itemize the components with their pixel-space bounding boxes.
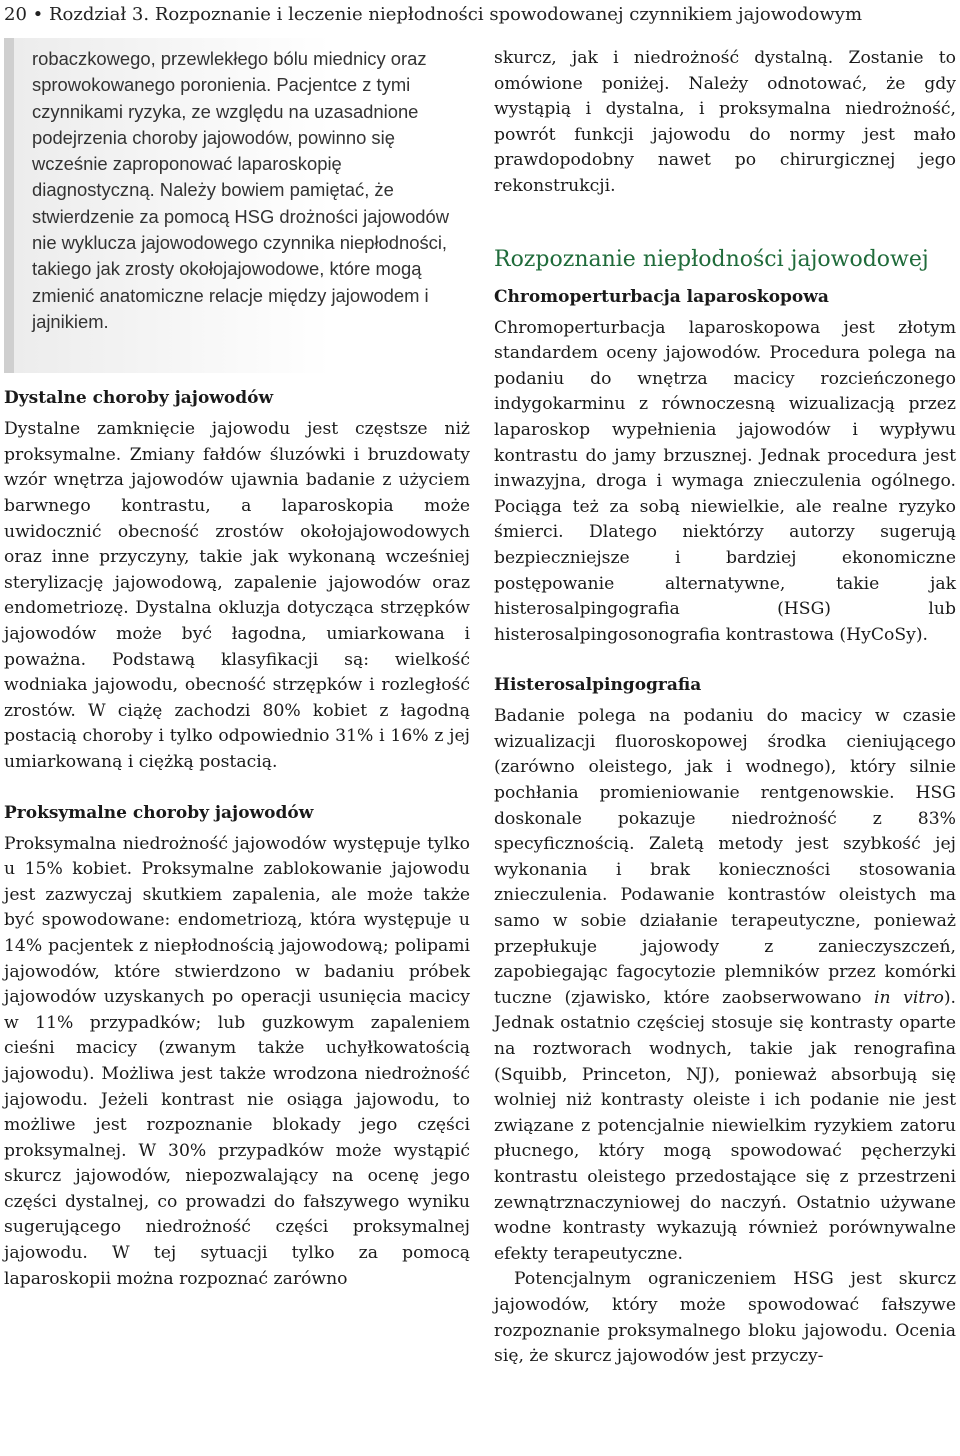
left-column (4, 46, 470, 1318)
right-column (494, 46, 956, 1396)
hsg-paragraph (494, 704, 956, 1267)
hsg-italic: in vitro (874, 987, 944, 1008)
hsg-text-b: ). Jednak ostatnio częściej stosuje się kontrasty oparte na roztworach wodnych, takie jak renografina (Squibb, Princeton, NJ), ponieważ absorbują się wolniej niż kontrasty oleiste i ich podanie nie jest związane z potencjalnie niewielkim ryzykiem zatoru płucnego, który mogą spowodować pęcherzyki kontrastu oleistego przedostające się z przestrzeni zewnątrznaczyniowej do naczyń. Ostatnio używane wodne kontrasty wykazują również porównywalne efekty terapeutyczne. (494, 987, 956, 1264)
header-separator: • (32, 4, 44, 25)
chapter-title: Rozdział 3. Rozpoznanie i leczenie niepłodności spowodowanej czynnikiem jajowodowym (49, 4, 863, 25)
section-chromoperturbation (494, 286, 956, 649)
section-distal (4, 387, 470, 775)
page-number: 20 (4, 4, 27, 25)
section-title: Rozpoznanie niepłodności jajowodowej (494, 246, 929, 272)
proximal-heading: Proksymalne choroby jajowodów (4, 802, 314, 823)
running-header (4, 4, 956, 26)
hsg-text-a: Badanie polega na podaniu do macicy w czasie wizualizacji fluoroskopowej środka cieniującego (zarówno oleistego, jak i wodnego), który silnie pochłania promieniowanie rentgenowskie. HSG doskonale pokazuje niedrożność z 83% specyficznością. Zaletą metody jest szybkość jej wykonania i brak konieczności stosowania znieczulenia. Podawanie kontrastów oleistych ma samo w sobie działanie terapeutyczne, ponieważ przepłukuje jajowody z zanieczyszczeń, zapobiegając fagocytozie plemników przez komórki tuczne (zjawisko, które zaobserwowano (494, 706, 956, 1008)
chromo-paragraph: Chromoperturbacja laparoskopowa jest złotym standardem oceny jajowodów. Procedura polega na podaniu do wnętrza macicy rozcieńczonego indygokarminu z równoczesną wizualizacją przez laparoskop wypełnienia jajowodów i wypływu kontrastu do jamy brzusznej. Jednak procedura jest inwazyjna, droga i wymaga znieczulenia ogólnego. Pociąga też za sobą niewielkie, ale realne ryzyko śmierci. Dlatego niektórzy autorzy sugerują bezpieczniejsze i bardziej ekonomiczne postępowanie alternatywne, takie jak histerosalpingografia (HSG) lub histerosalpingosonografia kontrastowa (HyCoSy). (494, 317, 956, 645)
hsg-paragraph-2: Potencjalnym ograniczeniem HSG jest skurcz jajowodów, który może spowodować fałszywe rozpoznanie proksymalnego bloku jajowodu. Ocenia się, że skurcz jajowodów jest przyczy- (494, 1269, 956, 1367)
continuation-paragraph: skurcz, jak i niedrożność dystalną. Zostanie to omówione poniżej. Należy odnotować, że gdy wystąpią i dystalna, i proksymalna niedrożność, powrót funkcji jajowodu do normy jest mało prawdopodobny nawet po chirurgicznej jego rekonstrukcji. (494, 48, 956, 196)
proximal-paragraph: Proksymalna niedrożność jajowodów występuje tylko u 15% kobiet. Proksymalne zablokowanie jajowodu jest zazwyczaj skutkiem zapalenia, ale może także być spowodowane: endometriozą, która występuje u 14% pacjentek z niepłodnością jajowodową; polipami jajowodów, które stwierdzono w badaniu próbek jajowodów uzyskanych po operacji usunięcia macicy w 11% przypadków; lub guzkowym zapaleniem cieśni macicy (zwanym także uchyłkowatością jajowodu). Możliwa jest także wrodzona niedrożność jajowodu. Jeżeli kontrast nie osiąga jajowodu, to możliwe jest rozpoznanie blokady jego części proksymalnej. W 30% przypadków może wystąpić skurcz jajowodów, niepozwalający na ocenę jego części dystalnej, co prowadzi do fałszywego wyniku sugerującego niedrożność części proksymalnej jajowodu. W tej sytuacji tylko za pomocą laparoskopii można rozpoznać zarówno (4, 833, 470, 1289)
section-proximal (4, 802, 470, 1293)
section-hsg (494, 674, 956, 1369)
distal-heading: Dystalne choroby jajowodów (4, 388, 274, 409)
distal-paragraph: Dystalne zamknięcie jajowodu jest częstsze niż proksymalne. Zmiany fałdów śluzówki i bruzdowaty wzór wnętrza jajowodów ujawnia badanie z użyciem barwnego kontrastu, a laparoskopia może uwidocznić obecność zrostów okołojajowodowych oraz inne przyczyny, takie jak wykonaną wcześniej sterylizację jajowodową, zapalenie jajowodów oraz endometriozę. Dystalna okluzja dotycząca strzępków jajowodów może być łagodna, umiarkowana i poważna. Podstawą klasyfikacji są: wielkość wodniaka jajowodu, obecność strzępków i rozległość zrostów. W ciążę zachodzi 80% kobiet z łagodną postacią choroby i tylko odpowiednio 31% i 16% z jej umiarkowaną i ciężką postacią. (4, 419, 470, 772)
highlighted-note: robaczkowego, przewlekłego bólu miednicy oraz sprowokowanego poronienia. Pacjentce z tymi czynnikami ryzyka, ze względu na uzasadnione podejrzenia choroby jajowodów, powinno się wcześnie zaproponować laparoskopię diagnostyczną. Należy bowiem pamiętać, że stwierdzenie za pomocą HSG drożności jajowodów nie wyklucza jajowodowego czynnika niepłodności, takiego jak zrosty okołojajowodowe, które mogą zmienić anatomiczne relacje między jajowodem i jajnikiem. (32, 46, 468, 335)
chromo-heading: Chromoperturbacja laparoskopowa (494, 286, 829, 307)
hsg-heading: Histerosalpingografia (494, 675, 702, 696)
